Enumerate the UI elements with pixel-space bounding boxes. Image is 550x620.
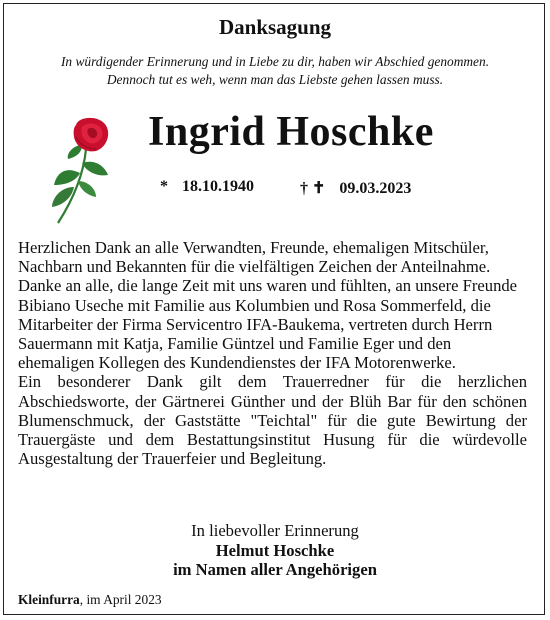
deceased-name: Ingrid Hoschke bbox=[148, 109, 434, 155]
death-date: 09.03.2023 bbox=[339, 180, 412, 197]
cross-icon: † ✝ bbox=[300, 180, 326, 197]
birth-date: 18.10.1940 bbox=[182, 178, 254, 195]
notice-title: Danksagung bbox=[218, 15, 332, 39]
thanks-paragraph-3: Ein besonderer Dank gilt dem Trauerredner für die herzlichen Abschiedsworte, der Gärtnerei Günther und der Blüh Bar für den schönen Blumenschmuck, der Gaststätte "Teichtal" für die gute Bewirtung der Trauergäste und dem Bestattungsinstitut Husung für die würdevolle Ausgestaltung der Trauerfeier und Begleitung. bbox=[18, 372, 527, 469]
intro-line-2: Dennoch tut es weh, wenn man das Liebste gehen lassen muss. bbox=[106, 72, 444, 87]
intro-line-1: In würdigender Erinnerung und in Liebe zu dir, haben wir Abschied genommen. bbox=[60, 54, 490, 69]
signature-line-3: im Namen aller Angehörigen bbox=[173, 560, 377, 579]
signature-line-1: In liebevoller Erinnerung bbox=[191, 521, 359, 540]
birth-info bbox=[160, 178, 254, 196]
footer-date: , im April 2023 bbox=[79, 592, 162, 607]
signature-name: Helmut Hoschke bbox=[215, 540, 335, 560]
birth-star-symbol: * bbox=[160, 178, 168, 195]
red-rose-icon bbox=[46, 115, 122, 227]
signature-block bbox=[0, 521, 550, 580]
footer-place-date bbox=[18, 592, 162, 608]
intro-text bbox=[10, 53, 540, 89]
death-info bbox=[300, 178, 411, 198]
thanks-paragraph-2: Danke an alle, die lange Zeit mit uns waren und fühlten, an unsere Freunde Bibiano Useche mit Familie aus Kolumbien und Rosa Sommerfeld, die Mitarbeiter der Firma Servicentro IFA-Baukema, vertreten durch Herrn Sauermann mit Katja, Familie Güntzel und Familie Eger und den ehemaligen Kollegen des Kundendienstes der IFA Motorenwerke. bbox=[18, 276, 518, 373]
thanks-body bbox=[18, 238, 527, 468]
footer-place: Kleinfurra bbox=[18, 592, 80, 607]
thanks-paragraph-1: Herzlichen Dank an alle Verwandten, Freunde, ehemaligen Mitschüler, Nachbarn und Bekannten für die vielfältigen Zeichen der Anteilnahme. bbox=[18, 238, 491, 277]
